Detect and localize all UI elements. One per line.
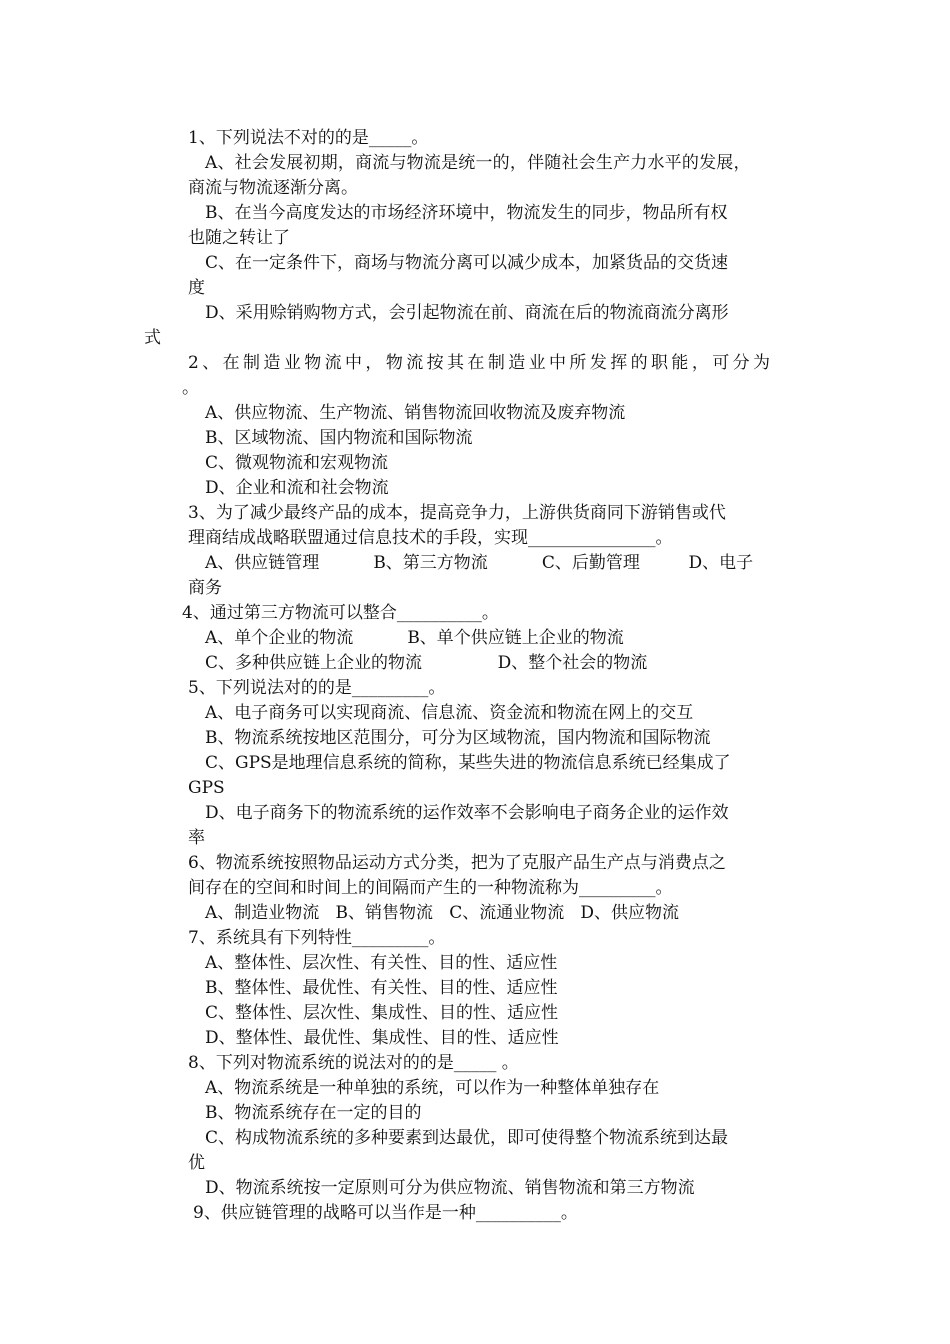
q5-option-b: B、物流系统按地区范围分，可分为区域物流，国内物流和国际物流 <box>205 728 711 748</box>
q4-options-cd: C、多种供应链上企业的物流 D、整个社会的物流 <box>205 653 648 673</box>
question-8: 8、下列对物流系统的说法对的的是_____ 。 <box>188 1053 519 1073</box>
q7-option-a: A、整体性、层次性、有关性、目的性、适应性 <box>205 953 558 973</box>
q1-option-c-cont: 度 <box>188 278 205 298</box>
q3-options: A、供应链管理 B、第三方物流 C、后勤管理 D、电子 <box>205 553 754 573</box>
q5-option-a: A、电子商务可以实现商流、信息流、资金流和物流在网上的交互 <box>205 703 694 723</box>
q5-option-c: C、GPS是地理信息系统的简称，某些失进的物流信息系统已经集成了 <box>205 753 731 773</box>
q7-option-d: D、整体性、最优性、集成性、目的性、适应性 <box>205 1028 559 1048</box>
q8-option-c: C、构成物流系统的多种要素到达最优，即可使得整个物流系统到达最 <box>205 1128 729 1148</box>
q8-option-d: D、物流系统按一定原则可分为供应物流、销售物流和第三方物流 <box>205 1178 695 1198</box>
q5-option-c-cont: GPS <box>188 778 225 798</box>
question-3: 3、为了减少最终产品的成本，提高竞争力，上游供货商同下游销售或代 <box>188 503 726 523</box>
q2-option-d: D、企业和流和社会物流 <box>205 478 389 498</box>
q3-options-cont: 商务 <box>188 578 222 598</box>
question-6: 6、物流系统按照物品运动方式分类，把为了克服产品生产点与消费点之 <box>188 853 726 873</box>
q1-option-a-cont: 商流与物流逐渐分离。 <box>188 178 358 198</box>
q1-option-d: D、采用赊销购物方式，会引起物流在前、商流在后的物流商流分离形 <box>205 303 729 323</box>
question-6-cont: 间存在的空间和时间上的间隔而产生的一种物流称为_________。 <box>188 878 673 898</box>
q8-option-a: A、物流系统是一种单独的系统，可以作为一种整体单独存在 <box>205 1078 660 1098</box>
q5-option-d: D、电子商务下的物流系统的运作效率不会影响电子商务企业的运作效 <box>205 803 729 823</box>
q1-option-c: C、在一定条件下，商场与物流分离可以减少成本，加紧货品的交货速 <box>205 253 729 273</box>
q8-option-c-cont: 优 <box>188 1153 205 1173</box>
question-5: 5、下列说法对的的是_________。 <box>188 678 446 698</box>
question-2: 2、在制造业物流中，物流按其在制造业中所发挥的职能，可分为 <box>188 353 774 373</box>
q2-option-a: A、供应物流、生产物流、销售物流回收物流及废弃物流 <box>205 403 626 423</box>
q7-option-b: B、整体性、最优性、有关性、目的性、适应性 <box>205 978 558 998</box>
q4-options-ab: A、单个企业的物流 B、单个供应链上企业的物流 <box>205 628 624 648</box>
q5-option-d-cont: 率 <box>188 828 205 848</box>
q2-option-b: B、区域物流、国内物流和国际物流 <box>205 428 473 448</box>
q1-option-d-cont: 式 <box>144 328 161 348</box>
q1-option-b: B、在当今高度发达的市场经济环境中，物流发生的同步，物品所有权 <box>205 203 728 223</box>
q1-option-a: A、社会发展初期，商流与物流是统一的，伴随社会生产力水平的发展， <box>205 153 751 173</box>
question-7: 7、系统具有下列特性_________。 <box>188 928 446 948</box>
q1-option-b-cont: 也随之转让了 <box>188 228 290 248</box>
q6-options: A、制造业物流 B、销售物流 C、流通业物流 D、供应物流 <box>205 903 680 923</box>
question-1: 1、下列说法不对的的是_____。 <box>188 128 429 148</box>
question-4: 4、通过第三方物流可以整合__________。 <box>182 603 499 623</box>
q7-option-c: C、整体性、层次性、集成性、目的性、适应性 <box>205 1003 559 1023</box>
question-9: 9、供应链管理的战略可以当作是一种__________。 <box>193 1203 578 1223</box>
q8-option-b: B、物流系统存在一定的目的 <box>205 1103 422 1123</box>
question-3-cont: 理商结成战略联盟通过信息技术的手段，实现_______________。 <box>188 528 673 548</box>
q2-option-c: C、微观物流和宏观物流 <box>205 453 389 473</box>
question-2-cont: 。 <box>182 378 199 398</box>
